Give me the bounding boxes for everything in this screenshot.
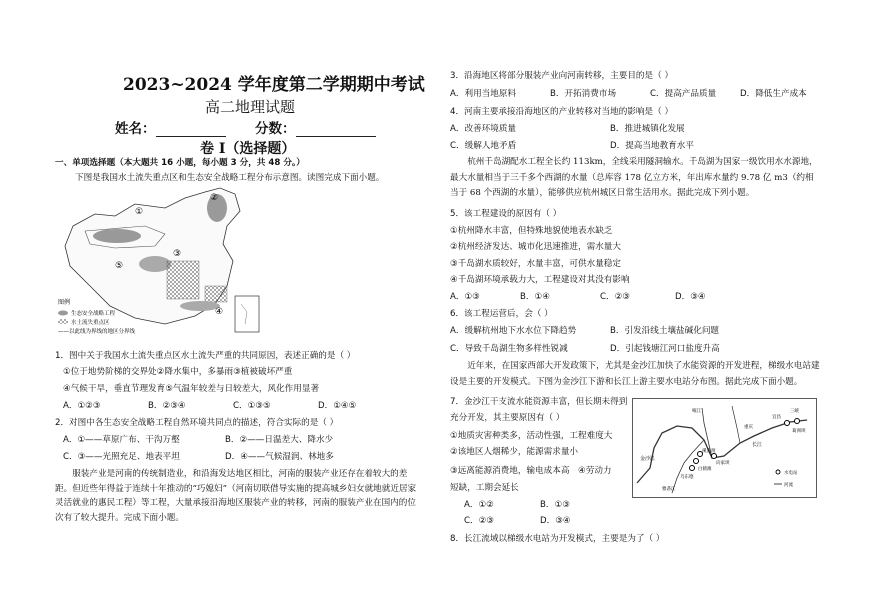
choice-b[interactable]: B．②——日温差大、降水少 (225, 435, 334, 445)
dam-icon (795, 419, 800, 424)
passage-jinsha: 近年来，在国家西部大开发政策下，尤其是金沙江加快了水能资源的开发进程，梯级水电站建设是主要的开发模式。下图为金沙江下游和长江上游主要水电站分布图。据此完成下面小题。 (450, 361, 820, 387)
choice-d[interactable]: D．降低生产成本 (740, 89, 807, 99)
legend-item: ——以此线为界线的地区分界线 (58, 329, 136, 335)
q7-stem: 7．金沙江干支流水能资源丰富，但长期未得到 (450, 397, 628, 407)
choice-b[interactable]: B．引发沿线土壤盐碱化问题 (610, 326, 720, 336)
q2-stem: 2．对图中各生态安全战略工程自然环境共同点的描述，符合实际的是（ ） (55, 418, 339, 428)
map2-label: 长江 (752, 442, 763, 448)
q7-stem-cont: 充分开发，其主要原因有（ ） (450, 413, 565, 423)
choice-c[interactable]: C．①③⑤ (233, 401, 271, 411)
choice-d[interactable]: D．①④⑤ (318, 401, 357, 411)
eco-project-1 (93, 229, 141, 243)
legend-item: 生态安全战略工程 (71, 311, 116, 317)
q5-option: ②杭州经济发达、城市化迅速推进，需水量大 (450, 242, 621, 252)
map1-label: ④ (215, 307, 224, 317)
score-blank[interactable] (296, 136, 376, 137)
eco-project-4 (180, 301, 220, 311)
q7-option: ③远离能源消费地，输电成本高 ④劳动力 (450, 466, 612, 476)
name-blank[interactable] (156, 136, 226, 137)
q3-choices (450, 88, 820, 100)
map1-label: ③ (173, 249, 182, 259)
choice-d[interactable]: D．④——气候湿润、林地多 (225, 452, 334, 462)
legend-dam-icon (776, 470, 780, 474)
name-label: 姓名： (115, 121, 156, 137)
china-map (55, 186, 265, 336)
map2-label: 宜昌 (772, 415, 781, 420)
dam-icon (712, 454, 717, 459)
map1-label: ② (210, 193, 219, 203)
map2-legend: 河流 (784, 483, 793, 488)
passage-hangzhou: 杭州千岛湖配水工程全长约 113km，全线采用隧洞输水。千岛湖为国家一级饮用水水源地，最大水量相当于三千多个西湖的水量（总库容 178 亿立方米，年出库水量约 9.78 亿 m3（约相当于 68 个西湖的水量），能够供应杭州城区日常生活用水。据此完成下列小题。 (450, 157, 818, 198)
choice-a[interactable]: A．①③ (450, 292, 480, 302)
q1-stem: 1．图中关于我国水土流失重点区水土流失严重的共同原因，表述正确的是（ ） (55, 351, 356, 361)
map2-label: 重庆 (744, 425, 753, 430)
q8-stem: 8．长江流域以梯级水电站为开发模式，主要是为了（ ） (450, 534, 665, 544)
south-sea-inset (235, 296, 259, 332)
q7-option: ②该地区人烟稀少，能源需求量小 (450, 447, 579, 457)
map2-legend: 水电站 (784, 471, 798, 476)
map2-label: 岷江 (692, 409, 701, 414)
subject-title: 高二地理试题 (205, 98, 296, 116)
choice-c[interactable]: C．②③ (464, 516, 495, 526)
map2-label: 乌东德 (680, 475, 694, 480)
choice-c[interactable]: C．②③ (600, 292, 631, 302)
map2-label: 雅砻江 (662, 487, 676, 492)
choice-d[interactable]: D．③④ (675, 292, 706, 302)
choice-d[interactable]: D．③④ (540, 516, 571, 526)
choice-c[interactable]: C．缓解人地矛盾 (450, 141, 517, 151)
choice-c[interactable]: C．提高产品质量 (650, 89, 717, 99)
choice-b[interactable]: B．①④ (520, 292, 550, 302)
map2-label: 溪洛渡 (702, 449, 716, 454)
choice-d[interactable]: D．提高当地教育水平 (610, 141, 694, 151)
legend-title: 图例 (58, 299, 71, 306)
choice-c[interactable]: C．③——光照充足、地表平坦 (63, 452, 180, 462)
choice-b[interactable]: B．①③ (540, 500, 570, 510)
legend-swatch-eco (58, 311, 68, 316)
erosion-area-south (205, 286, 227, 302)
eco-project-5 (139, 256, 171, 272)
q1-choices (63, 400, 423, 412)
volume-title: 卷 I（选择题） (200, 141, 296, 157)
dam-icon (690, 466, 695, 471)
map2-label: 三峡 (790, 409, 799, 414)
choice-a[interactable]: A．改善环境质量 (450, 124, 517, 134)
passage-clothing: 服装产业是河南的传统制造业，和沿海发达地区相比，河南的服装产业还存在着较大的差距。但近些年得益于连续十年推动的“巧媳妇”（河南切联借导实施的提高城乡妇女就地就近居家灵活就业的惠民工程）等工程，大量承接沿海地区服装产业的转移，河南的服装产业在国内的位次有了较大提升。完成下面小题。 (55, 469, 417, 523)
jinsha-map (632, 398, 817, 498)
choice-b[interactable]: B．②③④ (148, 401, 186, 411)
score-label: 分数： (255, 121, 296, 137)
q6-stem: 6．该工程运营后，会（ ） (450, 309, 553, 319)
q5-option: ①杭州降水丰富，但特殊地貌使地表水缺乏 (450, 226, 613, 236)
choice-a[interactable]: A．①——草原广布、干沟万壑 (63, 435, 180, 445)
q7-option: ①地质灾害种类多，活动性强，工程难度大 (450, 431, 613, 441)
map2-label: 金沙江 (640, 456, 656, 462)
map1-intro: 下图是我国水土流失重点区和生态安全战略工程分布示意图。读图完成下面小题。 (75, 173, 385, 183)
choice-c[interactable]: C．导致千岛湖生物多样性锐减 (450, 344, 568, 354)
q1-options-2: ④气候干旱，垂直节理发育⑤气温年较差与日较差大，风化作用显著 (63, 384, 320, 394)
choice-a[interactable]: A．缓解杭州地下水水位下降趋势 (450, 326, 577, 336)
section-heading: 一、单项选择题（本大题共 16 小题，每小题 3 分，共 48 分。） (55, 158, 305, 168)
q5-option: ④千岛湖环境承载力大，工程建设对其没有影响 (450, 275, 630, 285)
choice-a[interactable]: A．①②③ (63, 401, 101, 411)
choice-d[interactable]: D．引起钱塘江河口盐度升高 (610, 344, 720, 354)
map2-label: 葛洲坝 (792, 429, 806, 434)
score-field[interactable] (255, 117, 376, 137)
legend-item: 水土流失重点区 (71, 320, 110, 326)
legend-swatch-erosion (58, 319, 68, 324)
south-sea-dashes (241, 304, 247, 324)
dam-icon (694, 459, 699, 464)
choice-b[interactable]: B．开拓消费市场 (550, 89, 617, 99)
choice-a[interactable]: A．①② (464, 500, 494, 510)
choice-a[interactable]: A．利用当地原料 (450, 89, 517, 99)
q5-option: ③千岛湖水质较好，水量丰富，可供水量稳定 (450, 259, 621, 269)
map1-label: ⑤ (115, 261, 124, 271)
dam-icon (785, 421, 790, 426)
q5-choices (450, 291, 820, 303)
choice-b[interactable]: B．推进城镇化发展 (610, 124, 685, 134)
q5-stem: 5．该工程建设的原因有（ ） (450, 209, 562, 219)
erosion-area-loess (167, 261, 199, 299)
name-field[interactable] (115, 117, 226, 137)
q3-stem: 3．沿海地区将部分服装产业向河南转移，主要目的是（ ） (450, 71, 674, 81)
q4-stem: 4．河南主要承接沿海地区的产业转移对当地的影响是（ ） (450, 107, 674, 117)
map1-label: ① (135, 207, 144, 217)
q1-options-1: ①位于地势阶梯的交界处②降水集中，多暴雨③植被破坏严重 (63, 367, 293, 377)
map2-label: 向家坝 (716, 461, 730, 466)
q7-option: 短缺，工期会延长 (450, 483, 519, 493)
exam-title: 2023~2024 学年度第二学期期中考试 (123, 75, 425, 95)
map2-label: 白鹤滩 (698, 467, 712, 472)
